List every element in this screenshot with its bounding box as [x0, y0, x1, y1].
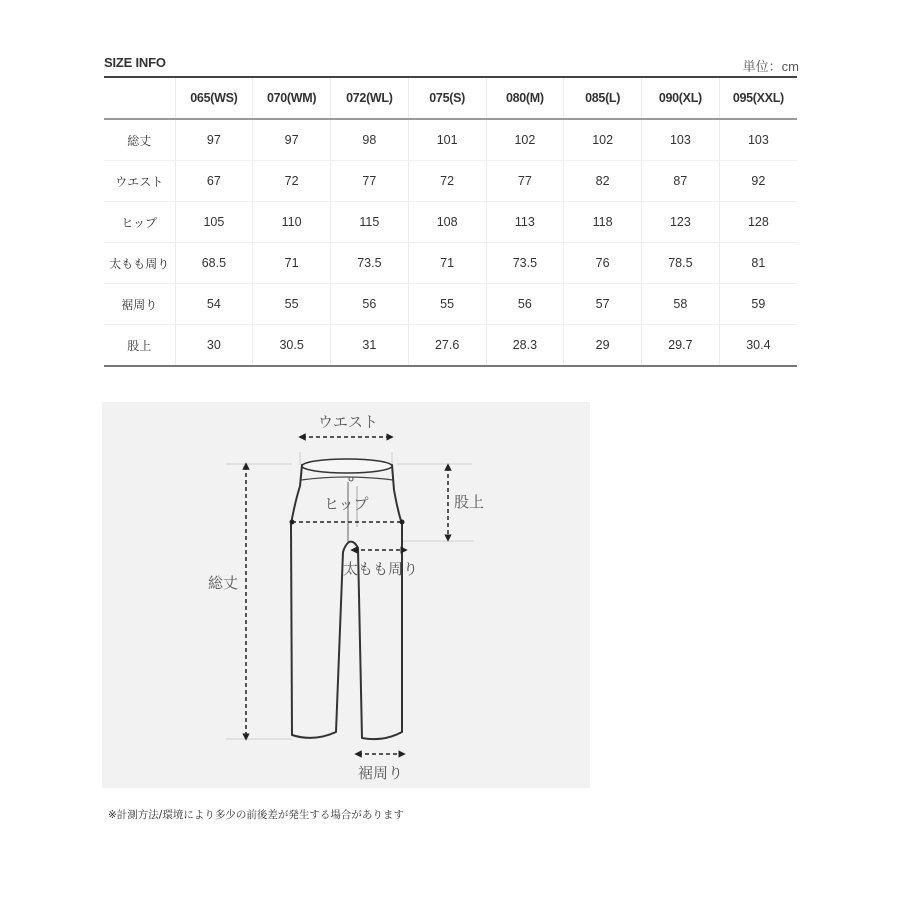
table-cell: 29: [564, 325, 642, 367]
unit-label: 単位：cm: [742, 59, 799, 74]
table-cell: 92: [719, 161, 797, 202]
table-cell: 71: [408, 243, 486, 284]
table-cell: 97: [175, 119, 253, 161]
table-header-row: [104, 77, 797, 119]
pants-illustration-icon: [102, 402, 590, 788]
table-cell: 58: [642, 284, 720, 325]
column-header: 072(WL): [331, 77, 409, 119]
table-cell: 57: [564, 284, 642, 325]
table-cell: 30: [175, 325, 253, 367]
table-cell: 103: [719, 119, 797, 161]
table-cell: 76: [564, 243, 642, 284]
table-cell: 29.7: [642, 325, 720, 367]
table-cell: 55: [408, 284, 486, 325]
table-cell: 82: [564, 161, 642, 202]
table-cell: 123: [642, 202, 720, 243]
table-row: [104, 284, 797, 325]
table-row: [104, 161, 797, 202]
length-label: 総丈: [208, 574, 239, 592]
table-cell: 30.5: [253, 325, 331, 367]
column-header: 090(XL): [642, 77, 720, 119]
column-header: 065(WS): [175, 77, 253, 119]
table-cell: 102: [564, 119, 642, 161]
table-row: [104, 202, 797, 243]
row-label: ヒップ: [104, 202, 175, 243]
table-cell: 54: [175, 284, 253, 325]
table-cell: 56: [331, 284, 409, 325]
column-header: [104, 77, 175, 119]
table-cell: 73.5: [331, 243, 409, 284]
waist-label: ウエスト: [318, 413, 379, 431]
row-label: ウエスト: [104, 161, 175, 202]
row-label: 総丈: [104, 119, 175, 161]
hem-label: 裾周り: [358, 764, 404, 782]
table-cell: 31: [331, 325, 409, 367]
table-row: [104, 119, 797, 161]
table-cell: 118: [564, 202, 642, 243]
rise-label: 股上: [454, 493, 485, 511]
thigh-label: 太もも周り: [343, 560, 419, 578]
table-cell: 110: [253, 202, 331, 243]
row-label: 太もも周り: [104, 243, 175, 284]
table-cell: 59: [719, 284, 797, 325]
column-header: 095(XXL): [719, 77, 797, 119]
table-cell: 105: [175, 202, 253, 243]
table-row: [104, 243, 797, 284]
table-cell: 77: [331, 161, 409, 202]
table-cell: 28.3: [486, 325, 564, 367]
table-cell: 103: [642, 119, 720, 161]
table-cell: 81: [719, 243, 797, 284]
table-cell: 68.5: [175, 243, 253, 284]
table-cell: 27.6: [408, 325, 486, 367]
table-cell: 30.4: [719, 325, 797, 367]
table-cell: 97: [253, 119, 331, 161]
table-cell: 55: [253, 284, 331, 325]
measurement-disclaimer: ※計測方法/環境により多少の前後差が発生する場合があります: [108, 809, 404, 821]
table-cell: 108: [408, 202, 486, 243]
table-cell: 87: [642, 161, 720, 202]
table-cell: 128: [719, 202, 797, 243]
column-header: 085(L): [564, 77, 642, 119]
row-label: 股上: [127, 338, 152, 353]
column-header: 080(M): [486, 77, 564, 119]
table-cell: 102: [486, 119, 564, 161]
row-label: 裾周り: [104, 284, 175, 325]
table-cell: 72: [408, 161, 486, 202]
table-cell: 67: [175, 161, 253, 202]
table-cell: 115: [331, 202, 409, 243]
table-cell: 77: [486, 161, 564, 202]
table-cell: 72: [253, 161, 331, 202]
table-cell: 73.5: [486, 243, 564, 284]
table-cell: 78.5: [642, 243, 720, 284]
table-cell: 101: [408, 119, 486, 161]
column-header: 070(WM): [253, 77, 331, 119]
table-cell: 113: [486, 202, 564, 243]
table-cell: 71: [253, 243, 331, 284]
pants-measurement-diagram: [102, 402, 590, 788]
hip-label: ヒップ: [324, 495, 369, 513]
table-cell: 98: [331, 119, 409, 161]
table-cell: 56: [486, 284, 564, 325]
column-header: 075(S): [408, 77, 486, 119]
size-table: [104, 76, 797, 367]
size-info-title: SIZE INFO: [104, 55, 166, 70]
table-row: [104, 325, 797, 367]
